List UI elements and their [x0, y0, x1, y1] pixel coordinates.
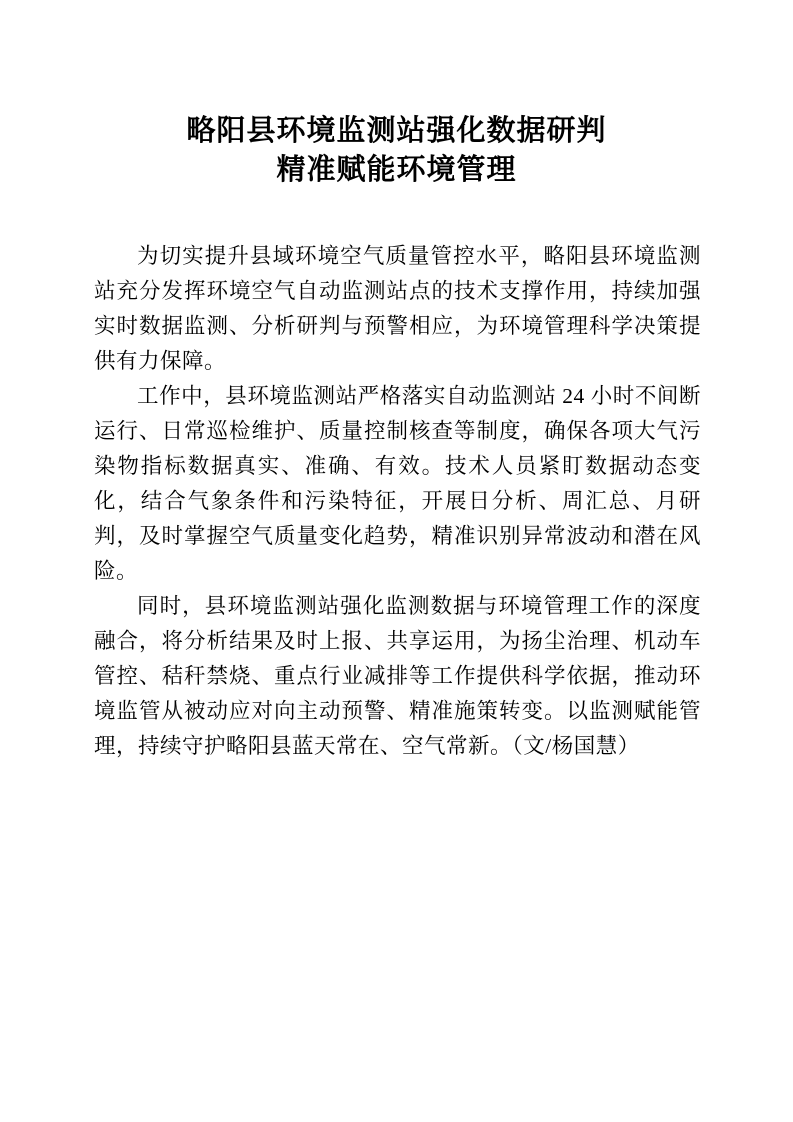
- document-title-line-1: 略阳县环境监测站强化数据研判: [186, 115, 607, 147]
- document-body: [0, 190, 793, 764]
- paragraph-2: 工作中，县环境监测站严格落实自动监测站 24 小时不间断运行、日常巡检维护、质量控制核查等制度，确保各项大气污染物指标数据真实、准确、有效。技术人员紧盯数据动态变化，结合气象条件和污染特征，开展日分析、周汇总、月研判，及时掌握空气质量变化趋势，精准识别异常波动和潜在风险。: [94, 384, 701, 583]
- paragraph-3: 同时，县环境监测站强化监测数据与环境管理工作的深度融合，将分析结果及时上报、共享运用，为扬尘治理、机动车管控、秸秆禁烧、重点行业减排等工作提供科学依据，推动环境监管从被动应对向主动预警、精准施策转变。以监测赋能管理，持续守护略阳县蓝天常在、空气常新。（文/杨国慧）: [94, 594, 701, 758]
- paragraph-1: 为切实提升县域环境空气质量管控水平，略阳县环境监测站充分发挥环境空气自动监测站点的技术支撑作用，持续加强实时数据监测、分析研判与预警相应，为环境管理科学决策提供有力保障。: [94, 244, 701, 373]
- document-title-line-2: 精准赋能环境管理: [276, 154, 517, 186]
- document-title: [0, 0, 793, 190]
